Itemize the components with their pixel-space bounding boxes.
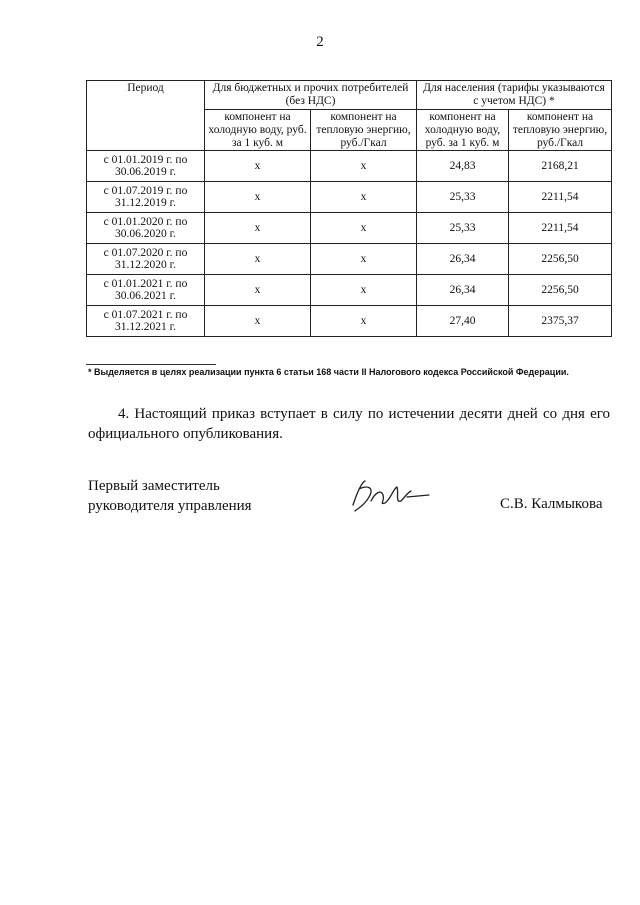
cell-water-population: 27,40	[417, 306, 509, 337]
cell-water-budget: х	[205, 275, 311, 306]
cell-heat-population: 2211,54	[509, 182, 612, 213]
tariff-table	[86, 80, 612, 337]
cell-water-population: 24,83	[417, 151, 509, 182]
cell-heat-budget: х	[311, 244, 417, 275]
cell-period: с 01.01.2021 г. по 30.06.2021 г.	[87, 275, 205, 306]
cell-heat-population: 2211,54	[509, 213, 612, 244]
cell-water-population: 25,33	[417, 182, 509, 213]
cell-heat-population: 2256,50	[509, 275, 612, 306]
signatory-title-line1: Первый заместитель	[88, 478, 220, 494]
header-heat-population: компонент на тепловую энергию, руб./Гкал	[509, 109, 612, 151]
cell-period: с 01.07.2020 г. по 31.12.2020 г.	[87, 244, 205, 275]
cell-heat-population: 2375,37	[509, 306, 612, 337]
handwritten-signature	[345, 475, 435, 520]
cell-heat-budget: х	[311, 182, 417, 213]
cell-water-population: 25,33	[417, 213, 509, 244]
cell-heat-budget: х	[311, 213, 417, 244]
cell-period: с 01.07.2019 г. по 31.12.2019 г.	[87, 182, 205, 213]
footnote: * Выделяется в целях реализации пункта 6 статьи 168 части II Налогового кодекса Российской Федерации.	[88, 367, 569, 377]
cell-heat-budget: х	[311, 151, 417, 182]
header-group-budget: Для бюджетных и прочих потребителей (без НДС)	[205, 81, 417, 110]
table-row	[87, 244, 612, 275]
cell-water-population: 26,34	[417, 244, 509, 275]
cell-period: с 01.01.2019 г. по 30.06.2019 г.	[87, 151, 205, 182]
footnote-divider	[86, 364, 216, 365]
table-row	[87, 306, 612, 337]
cell-period: с 01.07.2021 г. по 31.12.2021 г.	[87, 306, 205, 337]
table-row	[87, 275, 612, 306]
cell-heat-budget: х	[311, 306, 417, 337]
header-water-budget: компонент на холодную воду, руб. за 1 куб. м	[205, 109, 311, 151]
header-water-population: компонент на холодную воду, руб. за 1 куб. м	[417, 109, 509, 151]
signatory-title-line2: руководителя управления	[88, 497, 252, 514]
cell-heat-population: 2168,21	[509, 151, 612, 182]
cell-water-population: 26,34	[417, 275, 509, 306]
cell-water-budget: х	[205, 182, 311, 213]
table-row	[87, 182, 612, 213]
cell-water-budget: х	[205, 244, 311, 275]
signatory-name: С.В. Калмыкова	[500, 496, 603, 512]
cell-water-budget: х	[205, 306, 311, 337]
page-number: 2	[316, 34, 324, 50]
table-row	[87, 151, 612, 182]
cell-period: с 01.01.2020 г. по 30.06.2020 г.	[87, 213, 205, 244]
signatory-title	[88, 477, 252, 516]
cell-heat-budget: х	[311, 275, 417, 306]
effective-date-paragraph: 4. Настоящий приказ вступает в силу по истечении десяти дней со дня его официального опубликования.	[88, 406, 610, 443]
header-heat-budget: компонент на тепловую энергию, руб./Гкал	[311, 109, 417, 151]
cell-water-budget: х	[205, 151, 311, 182]
header-group-population: Для населения (тарифы указываются с учетом НДС) *	[417, 81, 612, 110]
cell-water-budget: х	[205, 213, 311, 244]
table-row	[87, 213, 612, 244]
header-period: Период	[87, 81, 205, 151]
cell-heat-population: 2256,50	[509, 244, 612, 275]
